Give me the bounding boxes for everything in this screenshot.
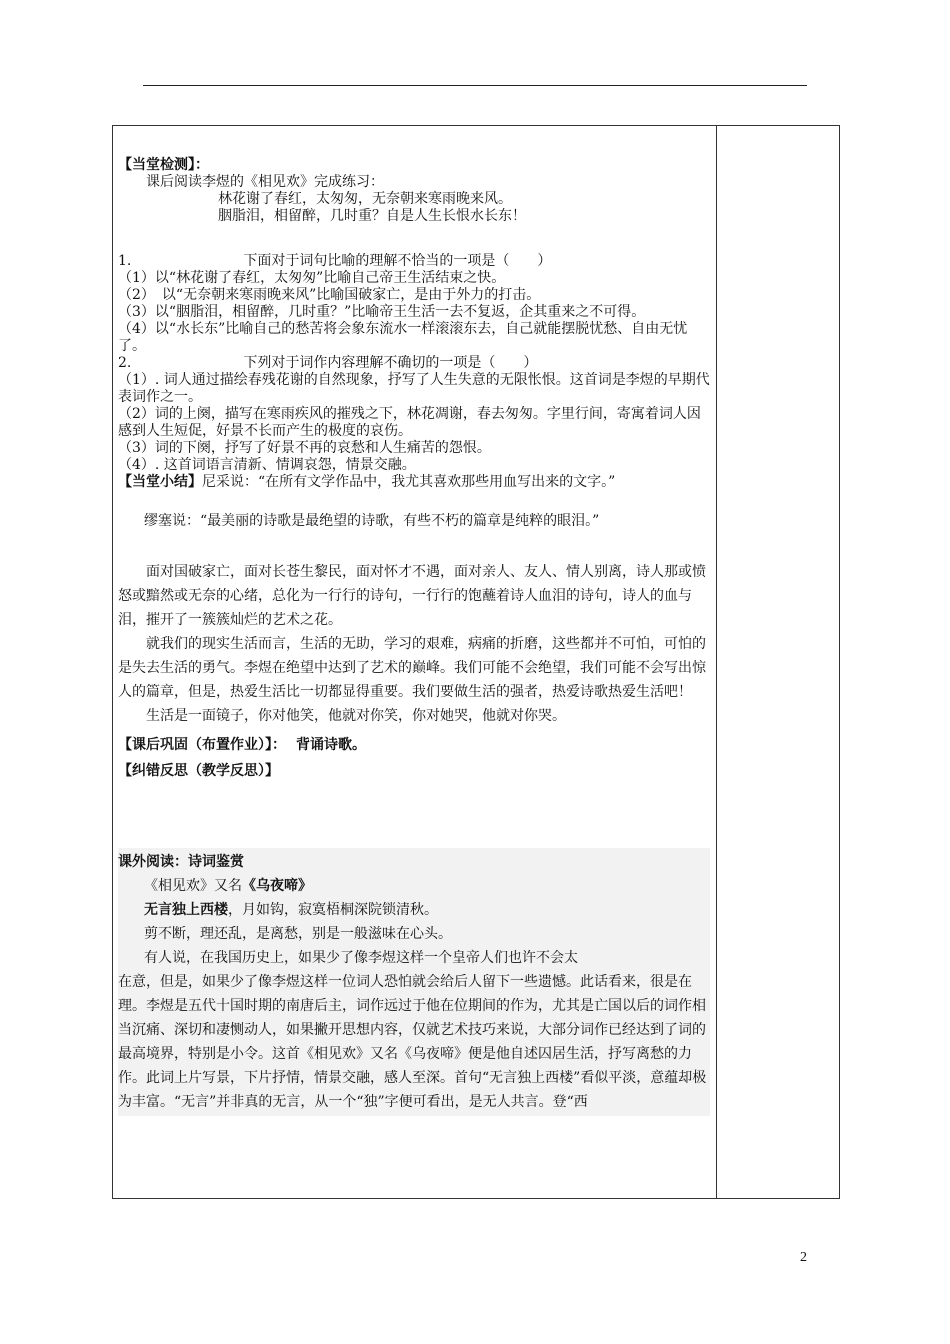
reading-paragraph-first-line: 有人说，在我国历史上，如果少了像李煜这样一个皇帝人们也许不会太 bbox=[144, 950, 578, 966]
question-1-stem: 1. 下面对于词句比喻的理解不恰当的一项是（ ） bbox=[118, 253, 552, 269]
homework-line: 【课后巩固（布置作业）】： 背诵诗歌。 bbox=[118, 737, 366, 753]
summary-quote-2: 缪塞说：“最美丽的诗歌是最绝望的诗歌，有些不朽的篇章是纯粹的眼泪。” bbox=[144, 513, 600, 529]
reflection-heading: 【纠错反思（教学反思）】 bbox=[118, 763, 279, 779]
exercise-intro: 课后阅读李煜的《相见欢》完成练习： bbox=[146, 174, 384, 190]
reading-title: 《相见欢》又名《乌夜啼》 bbox=[144, 878, 312, 894]
question-1-option: （2） 以“无奈朝来寒雨晚来风”比喻国破家亡，是由于外力的打击。 bbox=[118, 287, 541, 303]
table-column-divider bbox=[716, 125, 717, 1199]
question-2-option: （2）词的上阕，描写在寒雨疾风的摧残之下，林花凋谢，春去匆匆。字里行间，寄寓着词人因感到人生短促，好景不长而产生的极度的哀伤。 bbox=[118, 406, 701, 439]
reading-poem-line-2: 剪不断，理还乱，是离愁，别是一般滋味在心头。 bbox=[144, 926, 452, 942]
question-1-option: （3）以“胭脂泪，相留醉，几时重？”比喻帝王生活一去不复返，企其重来之不可得。 bbox=[118, 304, 646, 320]
section-heading-check: 【当堂检测】： bbox=[118, 157, 209, 173]
question-1-option: （4）以“水长东”比喻自己的愁苦将会象东流水一样滚滚东去，自己就能摆脱忧愁、自由无忧了。 bbox=[118, 321, 688, 354]
poem-line-1: 林花谢了春红，太匆匆，无奈朝来寒雨晚来风。 bbox=[218, 191, 512, 207]
question-1-option: （1）以“林花谢了春红，太匆匆”比喻自己帝王生活结束之快。 bbox=[118, 270, 506, 286]
page-number: 2 bbox=[800, 1250, 807, 1265]
reading-poem-line-1: 无言独上西楼，月如钩，寂寞梧桐深院锁清秋。 bbox=[144, 902, 438, 918]
summary-quote-1: 【当堂小结】尼采说：“在所有文学作品中，我尤其喜欢那些用血写出来的文字。” bbox=[118, 474, 616, 490]
extra-reading-section bbox=[118, 848, 710, 1116]
reading-heading: 课外阅读：诗词鉴赏 bbox=[118, 854, 244, 870]
summary-paragraph-2: 就我们的现实生活而言，生活的无助，学习的艰难，病痛的折磨，这些都并不可怕，可怕的是失去生活的勇气。李煜在绝望中达到了艺术的巅峰。我们可能不会绝望，我们可能不会写出惊人的篇章，但是，热爱生活比一切都显得重要。我们要做生活的强者，热爱诗歌热爱生活吧！ bbox=[118, 636, 706, 700]
reading-paragraph-body: 在意，但是，如果少了像李煜这样一位词人恐怕就会给后人留下一些遗憾。此话看来，很是在理。李煜是五代十国时期的南唐后主，词作远过于他在位期间的作为，尤其是亡国以后的词作相当沉痛、深切和凄恻动人，如果撇开思想内容，仅就艺术技巧来说，大部分词作已经达到了词的最高境界，特别是小令。这首《相见欢》又名《乌夜啼》便是他自述囚居生活，抒写离愁的力作。此词上片写景，下片抒情，情景交融，感人至深。首句“无言独上西楼”看似平淡，意蕴却极为丰富。“无言”并非真的无言，从一个“独”字便可看出，是无人共言。登“西 bbox=[118, 974, 707, 1110]
question-2-stem: 2. 下列对于词作内容理解不确切的一项是（ ） bbox=[118, 355, 538, 371]
question-2-option: （4）. 这首词语言清新、情调哀怨，情景交融。 bbox=[118, 457, 416, 473]
summary-paragraph-3: 生活是一面镜子，你对他笑，他就对你笑，你对她哭，他就对你哭。 bbox=[146, 708, 566, 724]
header-rule bbox=[143, 85, 807, 86]
question-2-option: （3）词的下阕，抒写了好景不再的哀愁和人生痛苦的怨恨。 bbox=[118, 440, 491, 456]
poem-line-2: 胭脂泪，相留醉，几时重？自是人生长恨水长东！ bbox=[218, 208, 526, 224]
summary-paragraph-1: 面对国破家亡，面对长苍生黎民，面对怀才不遇，面对亲人、友人、情人别离，诗人那或愤怒或黯然或无奈的心绪，总化为一行行的诗句，一行行的饱蘸着诗人血泪的诗句，诗人的血与泪，摧开了一簇簇灿烂的艺术之花。 bbox=[118, 564, 706, 628]
question-2-option: （1）. 词人通过描绘春残花谢的自然现象，抒写了人生失意的无限怅恨。这首词是李煜的早期代表词作之一。 bbox=[118, 372, 710, 405]
main-content bbox=[118, 157, 710, 1116]
